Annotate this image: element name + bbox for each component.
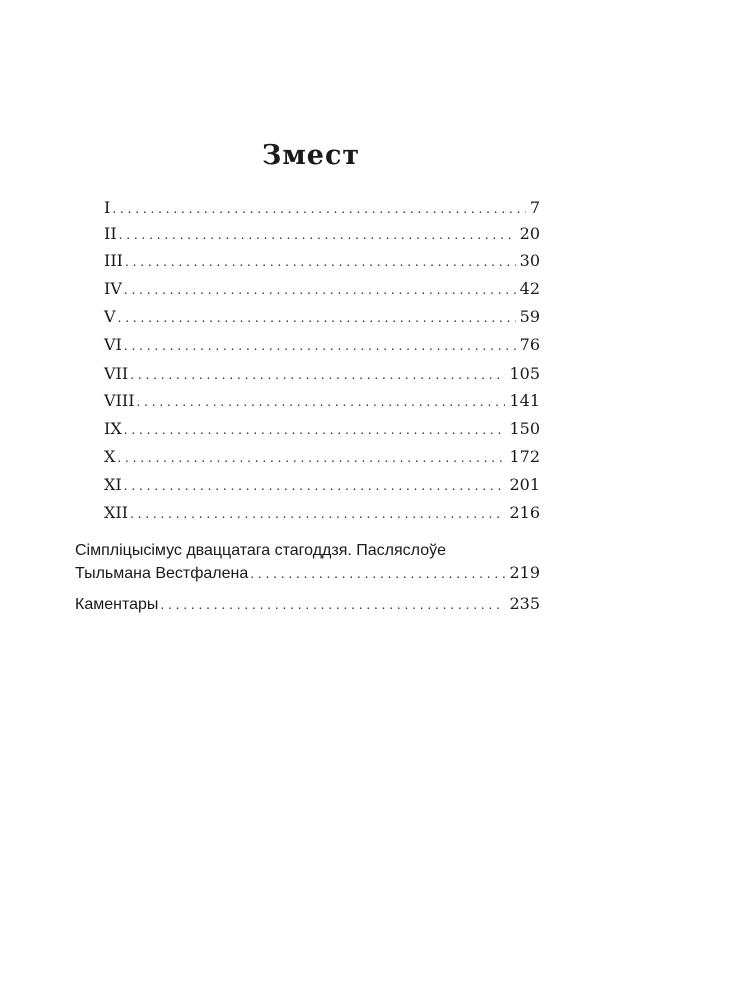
toc-entry-chapter-2[interactable]	[104, 224, 540, 244]
page-number: 216	[509, 503, 540, 522]
chapter-label: I	[104, 198, 111, 217]
toc-entry-comments[interactable]	[75, 594, 540, 614]
leader-dots	[118, 308, 516, 328]
chapter-label: II	[104, 224, 117, 243]
leader-dots	[117, 448, 505, 468]
chapter-label: III	[104, 251, 123, 270]
page-number: 76	[519, 335, 540, 354]
leader-dots	[130, 365, 505, 385]
chapter-label: XI	[104, 475, 122, 494]
page-number: 235	[509, 594, 540, 613]
leader-dots	[124, 336, 516, 356]
page-number: 7	[529, 198, 540, 217]
leader-dots	[137, 392, 506, 412]
leader-dots	[124, 280, 516, 300]
toc-entry-chapter-3[interactable]	[104, 251, 540, 271]
page-number: 150	[509, 419, 540, 438]
page-number: 141	[509, 391, 540, 410]
toc-entry-chapter-5[interactable]	[104, 307, 540, 327]
page-number: 172	[509, 447, 540, 466]
toc-entry-chapter-10[interactable]	[104, 447, 540, 467]
page-number: 42	[519, 279, 540, 298]
chapter-label: VI	[104, 335, 122, 354]
page-number: 59	[519, 307, 540, 326]
leader-dots	[119, 225, 516, 245]
afterword-title-line2: Тыльмана Вестфалена	[75, 565, 249, 582]
leader-dots	[250, 564, 505, 584]
toc-entry-chapter-9[interactable]	[104, 419, 540, 439]
leader-dots	[160, 595, 505, 615]
chapter-label: IV	[104, 279, 122, 298]
leader-dots	[130, 504, 505, 524]
chapter-label: VIII	[104, 391, 135, 410]
afterword-title-line1[interactable]: Сімпліцысімус дваццатага стагоддзя. Пасляслоўе	[75, 542, 446, 559]
toc-entry-chapter-11[interactable]	[104, 475, 540, 495]
toc-entry-chapter-6[interactable]	[104, 335, 540, 355]
leader-dots	[124, 476, 506, 496]
page-number: 105	[509, 364, 540, 383]
toc-entry-chapter-8[interactable]	[104, 391, 540, 411]
chapter-label: X	[104, 447, 116, 466]
leader-dots	[125, 252, 516, 272]
toc-entry-chapter-12[interactable]	[104, 503, 540, 523]
leader-dots	[124, 420, 506, 440]
page-number: 20	[519, 224, 540, 243]
chapter-label: VII	[104, 364, 129, 383]
toc-entry-chapter-4[interactable]	[104, 279, 540, 299]
page-number: 201	[509, 475, 540, 494]
page-number: 30	[519, 251, 540, 270]
toc-entry-chapter-1[interactable]	[104, 198, 540, 218]
chapter-label: IX	[104, 419, 122, 438]
page-title: Змест	[261, 140, 361, 171]
toc-entry-afterword[interactable]	[75, 563, 540, 583]
chapter-label: XII	[104, 503, 129, 522]
toc-entry-chapter-7[interactable]	[104, 364, 540, 384]
comments-label: Каментары	[75, 596, 159, 613]
leader-dots	[112, 199, 525, 219]
chapter-label: V	[104, 307, 116, 326]
page-number: 219	[509, 563, 540, 582]
